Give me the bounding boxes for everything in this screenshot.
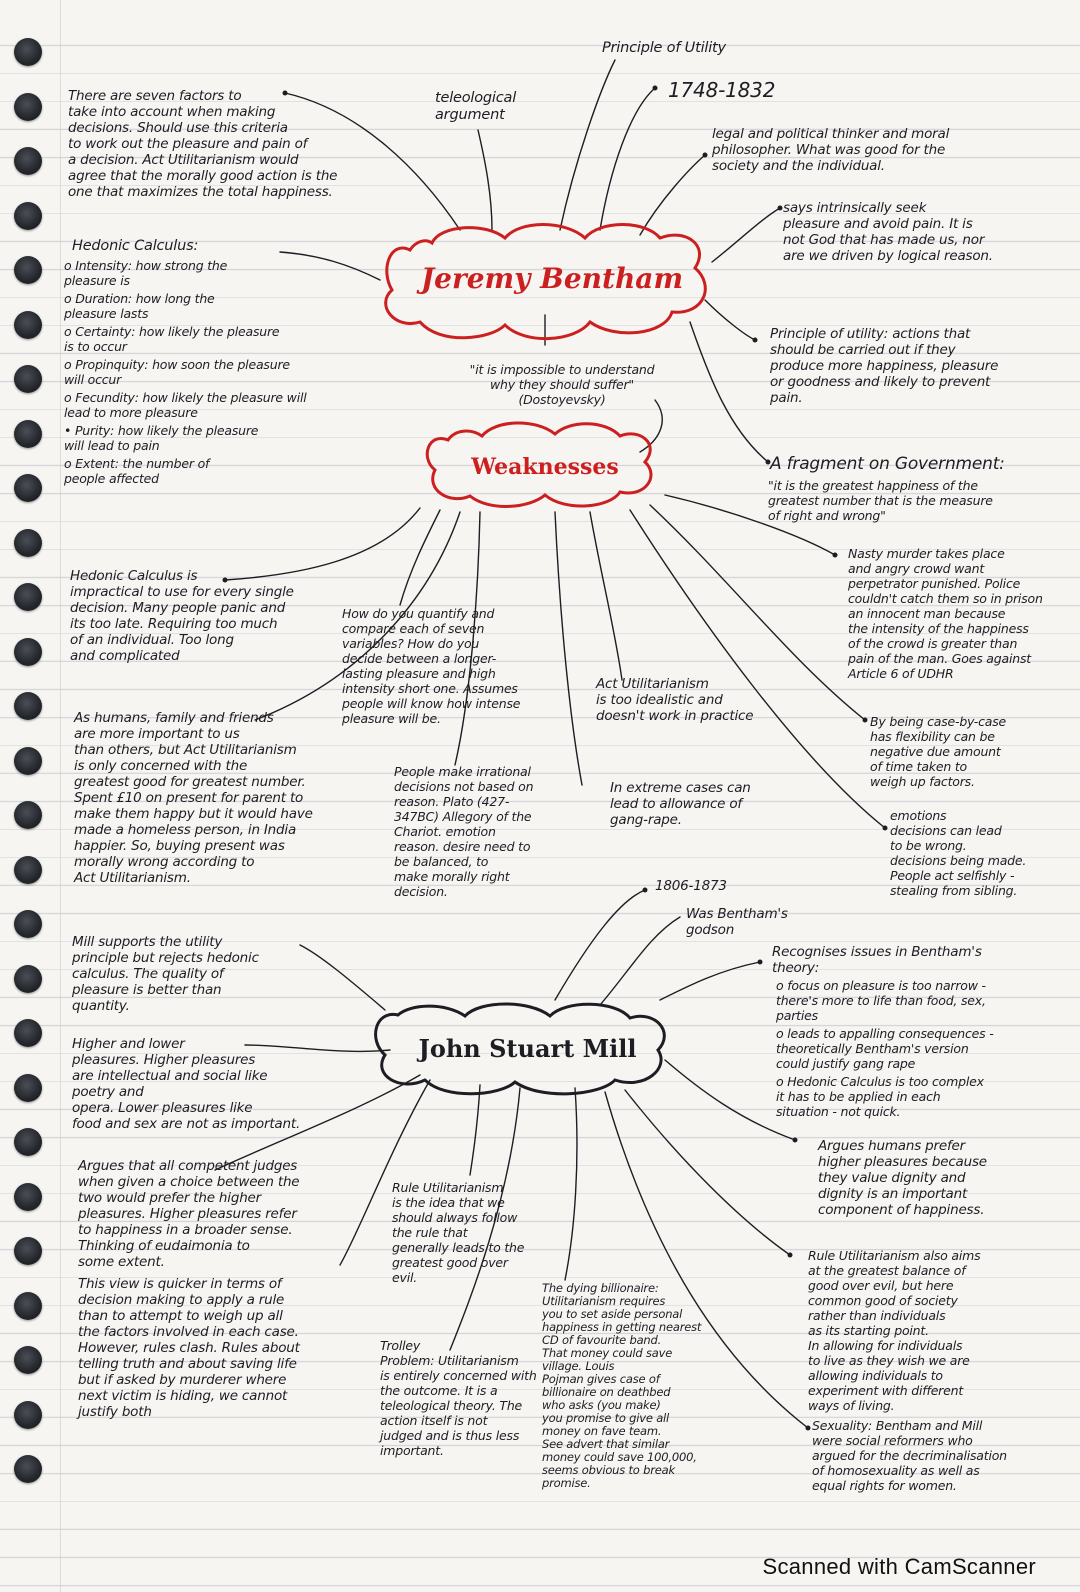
humans-family-note: As humans, family and friends are more important to us than others, but Act Utilitarianism is only concerned with the greatest good for greatest number. Spent £10 on present for parent to make them happy but it would have made a homeless person, in India happier. So, buying present was morally wrong according to Act Utilitarianism.: [74, 710, 313, 886]
connector-rule-aims: [625, 1090, 790, 1255]
fragment-government-heading: A fragment on Government:: [770, 454, 1005, 474]
dying-billionaire-note: The dying billionaire: Utilitarianism requires you to set aside personal happiness in getting nearest CD of favourite band. That money could save village. Louis Pojman gives case of billionaire on deathbed who asks (you make) you promise to give all money on fave team. See advert that similar money could save 100,000, seems obvious to break promise.: [542, 1281, 702, 1490]
hedonic-item: o Intensity: how strong the pleasure is: [64, 258, 228, 288]
mill-dates: 1806-1873: [655, 878, 727, 894]
connector-fragment: [690, 322, 768, 462]
argues-humans-note: Argues humans prefer higher pleasures because they value dignity and dignity is an important component of happiness.: [818, 1138, 987, 1218]
camscanner-watermark: Scanned with CamScanner: [762, 1554, 1036, 1579]
quicker-rules-note: This view is quicker in terms of decision making to apply a rule than to attempt to weigh up all the factors involved in each case. However, rules clash. Rules about telling truth and about saving life but if asked by murderer where next victim is hiding, we cannot justify both: [78, 1276, 300, 1420]
hedonic-calculus-heading: Hedonic Calculus:: [72, 238, 199, 254]
bentham-title: Jeremy Bentham: [420, 262, 684, 295]
connector-principle-def: [705, 300, 755, 340]
hedonic-item: o Extent: the number of people affected: [64, 456, 210, 486]
recognises-list: [776, 978, 1076, 1119]
irrational-decisions-note: People make irrational decisions not based on reason. Plato (427- 347BC) Allegory of the Chariot. emotion reason. desire need to be balanced, to make morally right decision.: [394, 764, 534, 899]
extreme-cases-note: In extreme cases can lead to allowance of gang-rape.: [610, 780, 751, 828]
recognises-heading: Recognises issues in Bentham's theory:: [772, 944, 982, 976]
connector-rule: [470, 1085, 480, 1175]
mill-title: John Stuart Mill: [418, 1034, 637, 1063]
connector-billionaire: [565, 1088, 577, 1280]
rule-utilitarianism-note: Rule Utilitarianism is the idea that we should always follow the rule that generally leads to the greatest good over evil.: [392, 1180, 525, 1285]
connector-says: [712, 208, 780, 262]
emotions-note: emotions decisions can lead to be wrong. decisions being made. People act selfishly - stealing from sibling.: [890, 808, 1027, 898]
godson-note: Was Bentham's godson: [686, 906, 788, 938]
hedonic-calculus-list: [64, 258, 384, 486]
hedonic-item: o Fecundity: how likely the pleasure will lead to more pleasure: [64, 390, 307, 420]
recognises-item: o leads to appalling consequences - theoretically Bentham's version could justify gang rape: [776, 1026, 994, 1071]
case-by-case-note: By being case-by-case has flexibility can be negative due amount of time taken to weigh up factors.: [870, 714, 1007, 789]
mill-supports-note: Mill supports the utility principle but rejects hedonic calculus. The quality of pleasure is better than quantity.: [72, 934, 259, 1014]
connector-teleological: [478, 130, 492, 230]
dostoyevsky-quote: "it is impossible to understand why they should suffer" (Dostoyevsky): [469, 362, 655, 407]
connector-b-weak: [640, 400, 662, 452]
connector-principle: [560, 60, 615, 230]
hedonic-item: o Duration: how long the pleasure lasts: [64, 291, 215, 321]
hedonic-item: o Certainty: how likely the pleasure is to occur: [64, 324, 280, 354]
impractical-note: Hedonic Calculus is impractical to use for every single decision. Many people panic and its too late. Requiring too much of an individual. Too long and complicated: [70, 568, 294, 664]
rule-aims-note: Rule Utilitarianism also aims at the greatest balance of good over evil, but here common good of society rather than individuals as its starting point. In allowing for individuals to live as they wish we are allowing individuals to experiment with different ways of living.: [808, 1248, 981, 1413]
nasty-murder-note: Nasty murder takes place and angry crowd want perpetrator punished. Police couldn't catch them so in prison an innocent man because the intensity of the happiness of the crowd is greater than pain of the man. Goes against Article 6 of UDHR: [848, 546, 1043, 681]
competent-judges-note: Argues that all competent judges when given a choice between the two would prefer the higher pleasures. Higher pleasures refer to happiness in a broader sense. Thinking of eudaimonia to some extent.: [78, 1158, 300, 1270]
sexuality-note: Sexuality: Bentham and Mill were social reformers who argued for the decriminalisation of homosexuality as well as equal rights for women.: [812, 1418, 1007, 1493]
legal-thinker-note: legal and political thinker and moral philosopher. What was good for the society and the individual.: [712, 126, 950, 174]
recognises-item: o Hedonic Calculus is too complex it has to be applied in each situation - not quick.: [776, 1074, 984, 1119]
seven-factors-note: There are seven factors to take into account when making decisions. Should use this criteria to work out the pleasure and pain of a decision. Act Utilitarianism would agree that the morally good action is the one that maximizes the total happiness.: [68, 88, 338, 200]
recognises-item: o focus on pleasure is too narrow - there's more to life than food, sex, parties: [776, 978, 986, 1023]
weaknesses-title: Weaknesses: [471, 454, 619, 480]
connector-extreme: [555, 512, 582, 785]
principle-definition-note: Principle of utility: actions that should be carried out if they produce more happiness, pleasure or goodness and likely to prevent pain.: [770, 326, 999, 406]
principle-of-utility-label: Principle of Utility: [602, 40, 726, 56]
act-idealistic-note: Act Utilitarianism is too idealistic and doesn't work in practice: [596, 676, 754, 724]
intrinsic-pleasure-note: says intrinsically seek pleasure and avoid pain. It is not God that has made us, nor are we driven by logical reason.: [783, 200, 993, 264]
hedonic-item: o Propinquity: how soon the pleasure will occur: [64, 357, 290, 387]
connector-legal: [640, 155, 705, 235]
connector-recognises: [660, 962, 760, 1000]
fragment-quote: "it is the greatest happiness of the greatest number that is the measure of right and wrong": [768, 478, 993, 523]
bentham-dates: 1748-1832: [668, 78, 776, 102]
connector-act: [590, 512, 622, 680]
quantify-note: How do you quantify and compare each of seven variables? How do you decide between a longer- lasting pleasure and high intensity short one. Assumes people will know how intense pleasure will be.: [342, 606, 521, 726]
teleological-argument: teleological argument: [435, 90, 517, 123]
hedonic-item: • Purity: how likely the pleasure will lead to pain: [64, 423, 259, 453]
higher-lower-pleasures-note: Higher and lower pleasures. Higher pleasures are intellectual and social like poetry and opera. Lower pleasures like food and sex are not as important.: [72, 1036, 301, 1132]
connector-mill-dates: [555, 890, 645, 1000]
connector-dates: [600, 88, 655, 230]
trolley-problem-note: Trolley Problem: Utilitarianism is entirely concerned with the outcome. It is a teleological theory. The action itself is not judged and is thus less important.: [380, 1338, 537, 1458]
connector-godson: [600, 917, 680, 1005]
